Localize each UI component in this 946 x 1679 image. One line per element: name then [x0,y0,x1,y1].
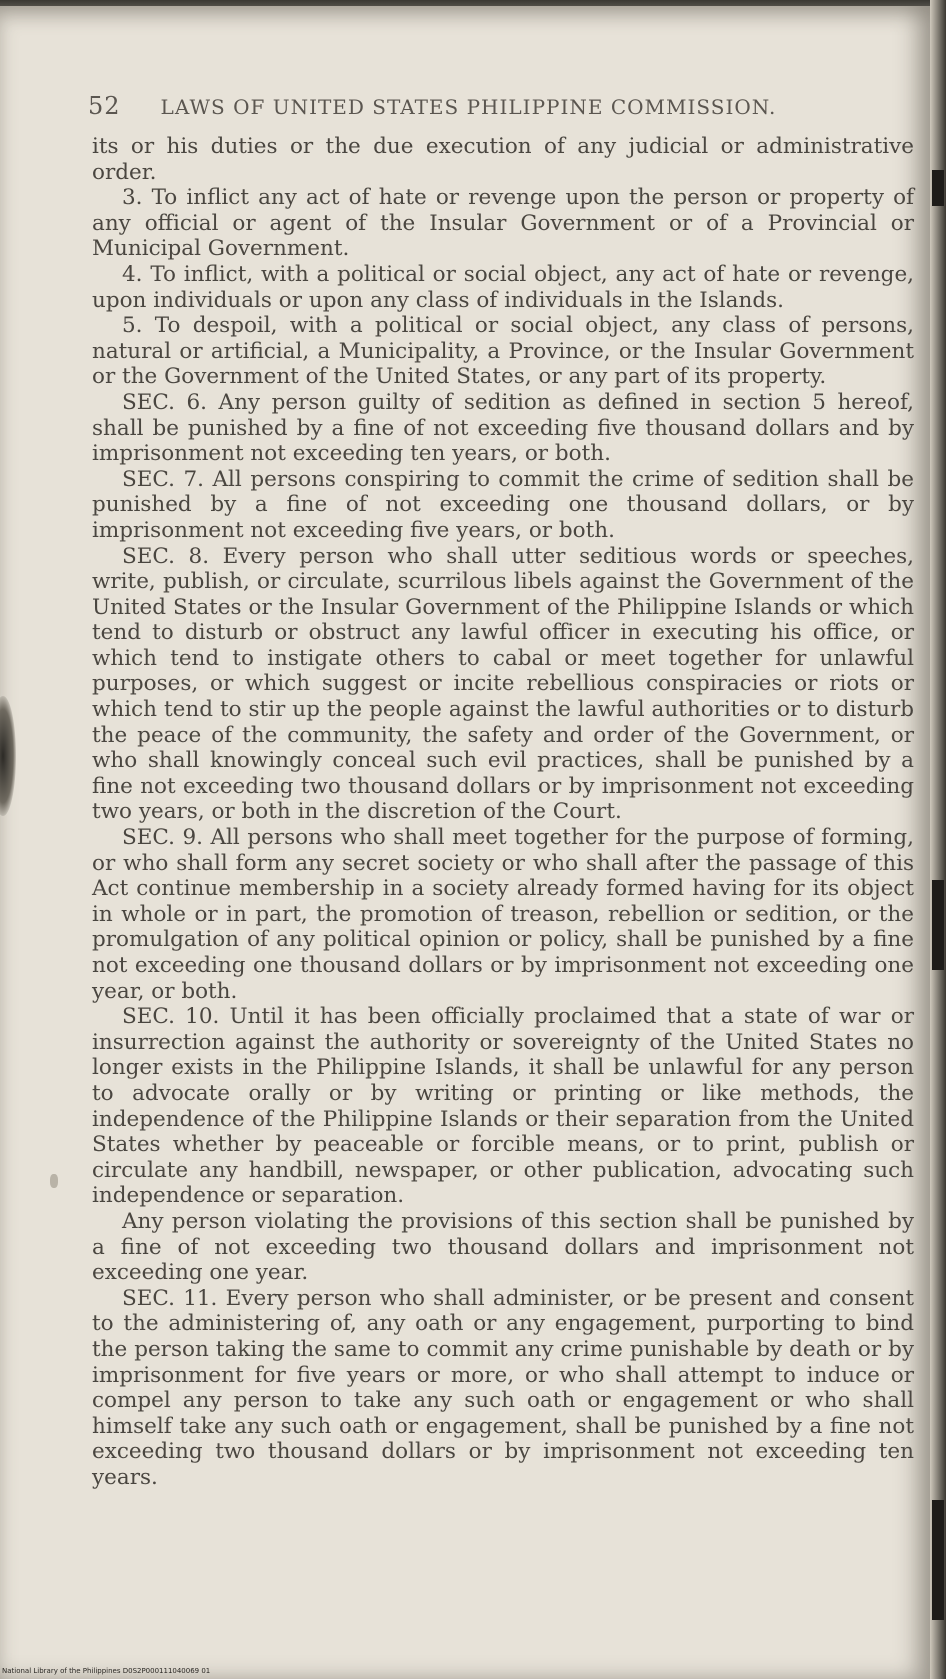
running-title: LAWS OF UNITED STATES PHILIPPINE COMMISSION. [160,95,777,119]
page-body [92,134,914,1490]
paragraph: 5. To despoil, with a political or social object, any class of persons, natural or artificial, a Municipality, a Province, or the Insular Government or the Government of the United States, or any part of its property. [92,313,914,390]
binding-hole-shadow [0,696,16,816]
edge-tab [932,1500,944,1620]
section-8-paragraph: SEC. 8. Every person who shall utter seditious words or speeches, write, publish, or circulate, scurrilous libels against the Government of the United States or the Insular Government of the Philippine Islands or which tend to disturb or obstruct any lawful officer in executing his office, or which tend to instigate others to cabal or meet together for unlawful purposes, or which suggest or incite rebellious conspiracies or riots or which tend to stir up the people against the lawful authorities or to disturb the peace of the community, the safety and order of the Government, or who shall knowingly conceal such evil practices, shall be punished by a fine not exceeding two thousand dollars or by imprisonment not exceeding two years, or both in the discretion of the Court. [92,543,914,825]
page-number: 52 [88,92,121,120]
document-page [0,6,930,1679]
edge-tab [932,880,944,970]
page-smudge [50,1174,58,1188]
section-7-paragraph: SEC. 7. All persons conspiring to commit the crime of sedition shall be punished by a fine of not exceeding one thousand dollars, or by imprisonment not exceeding five years, or both. [92,466,914,543]
section-9-paragraph: SEC. 9. All persons who shall meet together for the purpose of forming, or who shall form any secret society or who shall after the passage of this Act continue membership in a society already formed having for its object in whole or in part, the promotion of treason, rebellion or sedition, or the promulgation of any political opinion or policy, shall be punished by a fine not exceeding one thousand dollars or by imprisonment not exceeding one year, or both. [92,825,914,1004]
scan-credit: National Library of the Philippines D0S2P000111040069 01 [2,1667,211,1675]
page-header [88,92,908,120]
paragraph: 4. To inflict, with a political or social object, any act of hate or revenge, upon individuals or upon any class of individuals in the Islands. [92,261,914,313]
paragraph: 3. To inflict any act of hate or revenge upon the person or property of any official or agent of the Insular Government or of a Provincial or Municipal Government. [92,185,914,262]
paragraph: Any person violating the provisions of this section shall be punished by a fine of not exceeding two thousand dollars and imprisonment not exceeding one year. [92,1208,914,1286]
section-10-paragraph: SEC. 10. Until it has been officially proclaimed that a state of war or insurrection against the authority or sovereignty of the United States no longer exists in the Philippine Islands, it shall be unlawful for any person to advocate orally or by writing or printing or like methods, the independence of the Philippine Islands or their separation from the United States whether by peaceable or forcible means, or to print, publish or circulate any handbill, newspaper, or other publication, advocating such independence or separation. [92,1004,914,1209]
paragraph: its or his duties or the due execution of any judicial or administrative order. [92,134,914,185]
edge-tab [932,170,944,206]
section-11-paragraph: SEC. 11. Every person who shall administer, or be present and consent to the administering of, any oath or any engagement, purporting to bind the person taking the same to commit any crime punishable by death or by imprisonment for five years or more, or who shall attempt to induce or compel any person to take any such oath or engagement or who shall himself take any such oath or engagement, shall be punished by a fine not exceeding two thousand dollars or by imprisonment not exceeding ten years. [92,1285,914,1490]
section-6-paragraph: SEC. 6. Any person guilty of sedition as defined in section 5 hereof, shall be punished by a fine of not exceeding five thousand dollars and by imprisonment not exceeding ten years, or both. [92,389,914,467]
page-edge [930,0,946,1679]
